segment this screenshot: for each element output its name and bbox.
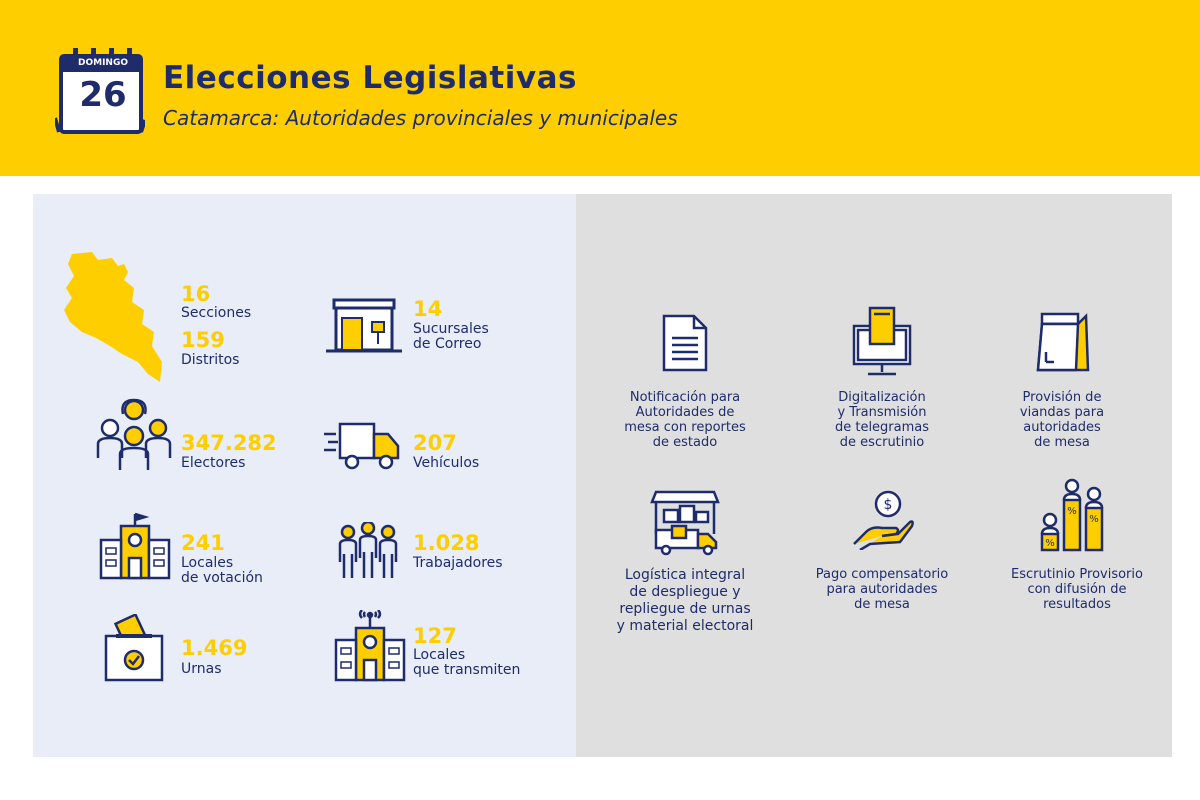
service-pago <box>797 567 967 612</box>
transmitting-building-icon <box>334 610 406 682</box>
service-line: mesa con reportes <box>624 420 746 435</box>
transmiten-value: 127 <box>413 624 457 648</box>
secciones-value: 16 <box>181 282 211 306</box>
locales-label-2: de votación <box>181 570 263 586</box>
food-bag-icon <box>1036 312 1090 374</box>
service-line: de telegramas <box>834 420 930 435</box>
catamarca-map-icon <box>62 250 166 386</box>
service-line: y Transmisión <box>837 405 927 420</box>
page-title: Elecciones Legislativas <box>163 60 577 96</box>
calendar-day-name: DOMINGO <box>78 58 128 68</box>
results-podium-icon <box>1036 478 1110 552</box>
sucursales-value: 14 <box>413 297 443 321</box>
transmiten-label-2: que transmiten <box>413 662 521 678</box>
urnas-value: 1.469 <box>181 636 248 660</box>
service-line: Logística integral <box>624 567 746 583</box>
document-icon <box>662 314 708 372</box>
workers-icon <box>336 522 400 580</box>
logistics-truck-icon <box>650 490 720 556</box>
locales-label-1: Locales <box>181 555 234 571</box>
truck-icon <box>322 420 406 470</box>
page-subtitle: Catamarca: Autoridades provinciales y municipales <box>163 106 678 130</box>
calendar-day-number: 26 <box>79 75 127 115</box>
electors-icon <box>96 398 172 472</box>
svg-text:%: % <box>1045 538 1055 549</box>
service-line: y material electoral <box>616 618 754 634</box>
service-notificacion <box>600 390 770 450</box>
monitor-icon <box>852 306 912 378</box>
electores-label: Electores <box>181 455 246 471</box>
sucursales-label-2: de Correo <box>413 336 482 352</box>
service-line: Notificación para <box>629 390 741 405</box>
service-line: para autoridades <box>826 582 938 597</box>
vehiculos-label: Vehículos <box>413 455 480 471</box>
service-line: viandas para <box>1019 405 1105 420</box>
post-office-icon <box>326 298 402 354</box>
secciones-label: Secciones <box>181 305 252 321</box>
service-digitalizacion <box>797 390 967 450</box>
distritos-value: 159 <box>181 328 225 352</box>
vehiculos-value: 207 <box>413 431 457 455</box>
service-line: Digitalización <box>838 390 926 405</box>
ballot-box-icon <box>102 614 166 684</box>
distritos-label: Distritos <box>181 352 240 368</box>
trabajadores-label: Trabajadores <box>413 555 503 571</box>
school-building-icon <box>99 512 171 580</box>
service-line: Provisión de <box>1022 390 1102 405</box>
electores-value: 347.282 <box>181 431 277 455</box>
svg-text:$: $ <box>883 497 893 513</box>
service-escrutinio <box>977 567 1177 612</box>
service-line: de escrutinio <box>839 435 925 450</box>
service-line: Pago compensatorio <box>815 567 949 582</box>
service-provision <box>977 390 1147 450</box>
service-line: de mesa <box>1034 435 1090 450</box>
transmiten-label-1: Locales <box>413 647 466 663</box>
hand-coin-icon <box>852 490 914 550</box>
trabajadores-value: 1.028 <box>413 531 480 555</box>
service-line: de despliegue y <box>629 584 741 600</box>
service-line: con difusión de <box>1027 582 1127 597</box>
header-banner <box>0 0 1200 176</box>
service-line: autoridades <box>1023 420 1101 435</box>
service-line: resultados <box>1043 597 1111 612</box>
service-logistica <box>600 567 770 635</box>
service-line: de mesa <box>854 597 910 612</box>
service-line: Escrutinio Provisorio <box>1011 567 1143 582</box>
services-panel <box>576 194 1172 757</box>
locales-value: 241 <box>181 531 225 555</box>
service-line: Autoridades de <box>635 405 735 420</box>
svg-text:%: % <box>1067 506 1077 517</box>
service-line: de estado <box>652 435 718 450</box>
service-line: repliegue de urnas <box>619 601 751 617</box>
svg-text:%: % <box>1089 514 1099 525</box>
urnas-label: Urnas <box>181 661 222 677</box>
sucursales-label-1: Sucursales <box>413 321 489 337</box>
